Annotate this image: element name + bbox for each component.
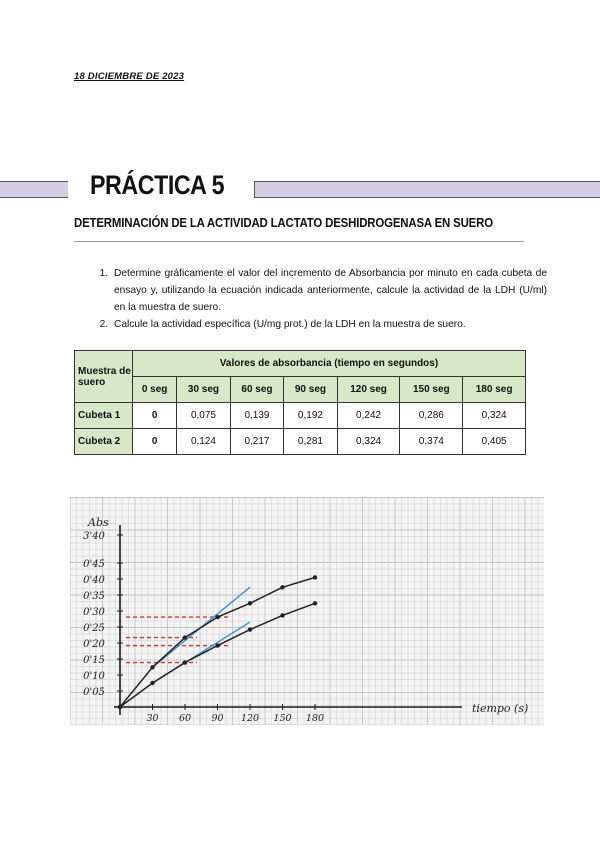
y-tick-label: 0'20	[83, 639, 105, 650]
x-tick-label: 150	[273, 713, 292, 724]
data-point	[313, 601, 317, 605]
page-title: PRÁCTICA 5	[90, 170, 225, 200]
page-subtitle: DETERMINACIÓN DE LA ACTIVIDAD LACTATO DESHIDROGENASA EN SUERO	[74, 215, 493, 230]
table-cell: 0,281	[284, 429, 337, 455]
absorbance-graph	[70, 497, 544, 725]
x-axis-label: tiempo (s)	[472, 702, 529, 715]
question-item: 1. Determine gráficamente el valor del incremento de Absorbancia por minuto en cada cubeta de ensayo y, utilizando la ecuación indicada anteriormente, calcule la actividad de la LDH (U/ml) en la muestra de suero.	[111, 265, 547, 316]
y-tick-label: 0'15	[83, 655, 105, 666]
x-tick-label: 30	[146, 713, 159, 724]
y-tick-label: 0'40	[83, 575, 105, 586]
data-point	[183, 660, 187, 664]
x-tick-label: 90	[211, 713, 224, 724]
absorbance-table	[74, 350, 526, 455]
title-band-right	[254, 181, 600, 198]
data-point	[150, 681, 154, 685]
row-label: Cubeta 1	[75, 403, 133, 429]
table-cell: 0,242	[337, 403, 400, 429]
column-header: 150 seg	[400, 377, 463, 403]
data-point	[118, 705, 122, 709]
divider	[74, 241, 524, 242]
question-item: 2. Calcule la actividad específica (U/mg prot.) de la LDH en la muestra de suero.	[111, 316, 547, 333]
table-cell: 0	[133, 403, 177, 429]
x-tick-label: 120	[240, 713, 260, 724]
table-cell: 0,286	[400, 403, 463, 429]
question-list	[92, 265, 547, 333]
column-header: 180 seg	[463, 377, 526, 403]
table-cell: 0,324	[463, 403, 526, 429]
table-group-header: Valores de absorbancia (tiempo en segundos)	[133, 351, 526, 377]
y-tick-label: 3'40	[83, 531, 105, 542]
table-cell: 0,405	[463, 429, 526, 455]
y-tick-label: 0'35	[83, 591, 105, 602]
title-band-left	[0, 181, 68, 198]
document-date: 18 DICIEMBRE DE 2023	[74, 71, 185, 82]
table-cell: 0,139	[230, 403, 283, 429]
data-point	[183, 635, 187, 639]
row-label: Cubeta 2	[75, 429, 133, 455]
data-point	[150, 665, 154, 669]
data-point	[280, 585, 284, 589]
x-tick-label: 60	[178, 713, 192, 724]
y-tick-label: 0'10	[83, 671, 105, 682]
table-cell: 0,075	[177, 403, 230, 429]
y-axis-label: Abs	[88, 516, 109, 529]
table-cell: 0	[133, 429, 177, 455]
y-tick-label: 0'05	[83, 687, 105, 698]
table-cell: 0,324	[337, 429, 400, 455]
table-cell: 0,217	[230, 429, 283, 455]
table-row	[75, 403, 526, 429]
data-point	[280, 613, 284, 617]
table-cell: 0,124	[177, 429, 230, 455]
data-point	[313, 575, 317, 579]
column-header: 0 seg	[133, 377, 177, 403]
column-header: 90 seg	[284, 377, 337, 403]
table-cell: 0,192	[284, 403, 337, 429]
data-point	[248, 601, 252, 605]
y-tick-label: 0'45	[83, 559, 105, 570]
column-header: 120 seg	[337, 377, 400, 403]
table-cell: 0,374	[400, 429, 463, 455]
x-tick-label: 180	[305, 713, 325, 724]
data-point	[215, 643, 219, 647]
column-header: 60 seg	[230, 377, 283, 403]
column-header: 30 seg	[177, 377, 230, 403]
table-corner-label: Muestra de suero	[75, 351, 133, 403]
y-tick-label: 0'25	[83, 623, 105, 634]
data-point	[215, 615, 219, 619]
table-row	[75, 429, 526, 455]
data-point	[248, 627, 252, 631]
y-tick-label: 0'30	[83, 607, 105, 618]
